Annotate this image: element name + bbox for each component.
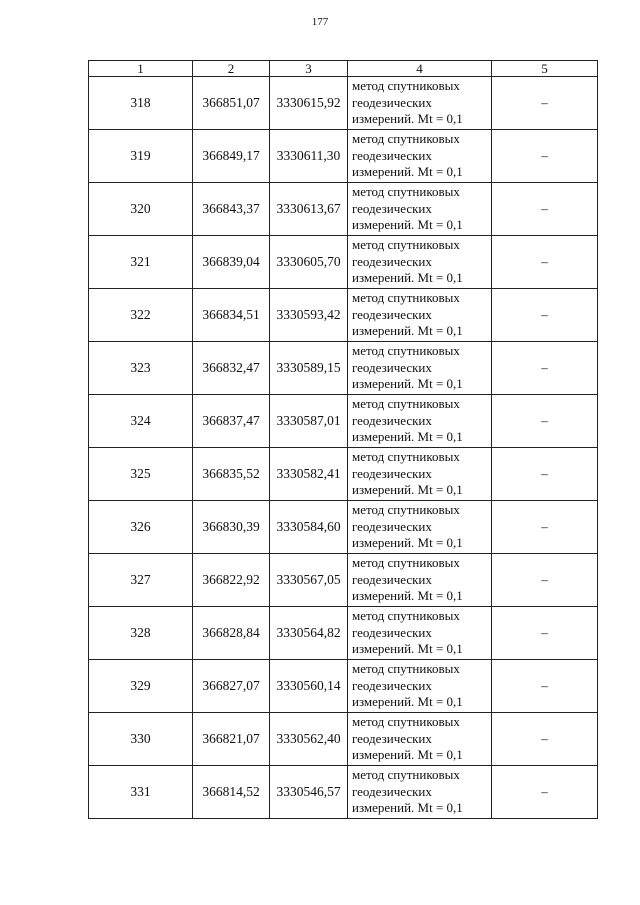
method-line: метод спутниковых [352, 661, 460, 676]
table-row [89, 554, 598, 607]
column-header: 2 [193, 61, 270, 77]
note-cell: – [492, 130, 598, 183]
x-coordinate-cell: 366851,07 [193, 77, 270, 130]
note-cell: – [492, 607, 598, 660]
point-number-cell: 318 [89, 77, 193, 130]
method-cell [348, 554, 492, 607]
method-cell [348, 289, 492, 342]
method-line: геодезических [352, 94, 432, 110]
method-line: геодезических [352, 571, 432, 587]
table-row [89, 448, 598, 501]
method-line: геодезических [352, 465, 432, 481]
y-coordinate-cell: 3330562,40 [270, 713, 348, 766]
method-line: метод спутниковых [352, 131, 460, 146]
method-line: измерений. Mt = 0,1 [352, 429, 463, 444]
method-cell [348, 130, 492, 183]
method-cell [348, 342, 492, 395]
y-coordinate-cell: 3330587,01 [270, 395, 348, 448]
x-coordinate-cell: 366834,51 [193, 289, 270, 342]
method-cell [348, 236, 492, 289]
table-row [89, 236, 598, 289]
coordinates-table [88, 60, 598, 819]
y-coordinate-cell: 3330560,14 [270, 660, 348, 713]
x-coordinate-cell: 366814,52 [193, 766, 270, 819]
method-line: геодезических [352, 518, 432, 534]
x-coordinate-cell: 366837,47 [193, 395, 270, 448]
method-line: геодезических [352, 730, 432, 746]
y-coordinate-cell: 3330567,05 [270, 554, 348, 607]
table-body [89, 77, 598, 819]
column-header: 5 [492, 61, 598, 77]
table-row [89, 130, 598, 183]
y-coordinate-cell: 3330546,57 [270, 766, 348, 819]
column-header: 4 [348, 61, 492, 77]
method-line: измерений. Mt = 0,1 [352, 747, 463, 762]
method-cell [348, 77, 492, 130]
x-coordinate-cell: 366839,04 [193, 236, 270, 289]
y-coordinate-cell: 3330613,67 [270, 183, 348, 236]
method-line: метод спутниковых [352, 767, 460, 782]
method-line: измерений. Mt = 0,1 [352, 217, 463, 232]
point-number-cell: 321 [89, 236, 193, 289]
point-number-cell: 320 [89, 183, 193, 236]
y-coordinate-cell: 3330611,30 [270, 130, 348, 183]
note-cell: – [492, 766, 598, 819]
table-row [89, 342, 598, 395]
point-number-cell: 324 [89, 395, 193, 448]
method-line: геодезических [352, 783, 432, 799]
table-row [89, 395, 598, 448]
method-cell [348, 766, 492, 819]
method-line: метод спутниковых [352, 290, 460, 305]
method-cell [348, 395, 492, 448]
note-cell: – [492, 501, 598, 554]
method-line: метод спутниковых [352, 78, 460, 93]
method-line: метод спутниковых [352, 714, 460, 729]
table-row [89, 77, 598, 130]
method-line: измерений. Mt = 0,1 [352, 694, 463, 709]
y-coordinate-cell: 3330593,42 [270, 289, 348, 342]
method-line: геодезических [352, 624, 432, 640]
method-line: измерений. Mt = 0,1 [352, 111, 463, 126]
method-line: измерений. Mt = 0,1 [352, 376, 463, 391]
x-coordinate-cell: 366822,92 [193, 554, 270, 607]
x-coordinate-cell: 366849,17 [193, 130, 270, 183]
method-cell [348, 448, 492, 501]
column-header: 1 [89, 61, 193, 77]
point-number-cell: 327 [89, 554, 193, 607]
method-line: измерений. Mt = 0,1 [352, 535, 463, 550]
method-line: метод спутниковых [352, 449, 460, 464]
table-row [89, 607, 598, 660]
note-cell: – [492, 183, 598, 236]
page-number: 177 [311, 16, 329, 28]
method-line: измерений. Mt = 0,1 [352, 323, 463, 338]
y-coordinate-cell: 3330605,70 [270, 236, 348, 289]
point-number-cell: 322 [89, 289, 193, 342]
note-cell: – [492, 236, 598, 289]
y-coordinate-cell: 3330615,92 [270, 77, 348, 130]
x-coordinate-cell: 366832,47 [193, 342, 270, 395]
method-line: метод спутниковых [352, 608, 460, 623]
method-cell [348, 501, 492, 554]
x-coordinate-cell: 366843,37 [193, 183, 270, 236]
table-row [89, 183, 598, 236]
method-line: измерений. Mt = 0,1 [352, 641, 463, 656]
method-line: измерений. Mt = 0,1 [352, 588, 463, 603]
method-cell [348, 713, 492, 766]
note-cell: – [492, 660, 598, 713]
method-cell [348, 183, 492, 236]
x-coordinate-cell: 366827,07 [193, 660, 270, 713]
method-line: измерений. Mt = 0,1 [352, 800, 463, 815]
method-line: метод спутниковых [352, 343, 460, 358]
point-number-cell: 329 [89, 660, 193, 713]
note-cell: – [492, 289, 598, 342]
note-cell: – [492, 77, 598, 130]
table-row [89, 501, 598, 554]
table-row [89, 766, 598, 819]
x-coordinate-cell: 366821,07 [193, 713, 270, 766]
point-number-cell: 331 [89, 766, 193, 819]
point-number-cell: 323 [89, 342, 193, 395]
point-number-cell: 325 [89, 448, 193, 501]
note-cell: – [492, 395, 598, 448]
point-number-cell: 330 [89, 713, 193, 766]
x-coordinate-cell: 366828,84 [193, 607, 270, 660]
method-line: измерений. Mt = 0,1 [352, 482, 463, 497]
method-cell [348, 660, 492, 713]
method-line: геодезических [352, 306, 432, 322]
method-line: метод спутниковых [352, 502, 460, 517]
method-line: измерений. Mt = 0,1 [352, 270, 463, 285]
method-line: геодезических [352, 253, 432, 269]
method-line: метод спутниковых [352, 555, 460, 570]
method-line: геодезических [352, 359, 432, 375]
note-cell: – [492, 713, 598, 766]
method-line: геодезических [352, 677, 432, 693]
y-coordinate-cell: 3330564,82 [270, 607, 348, 660]
method-line: метод спутниковых [352, 184, 460, 199]
method-line: метод спутниковых [352, 237, 460, 252]
method-line: измерений. Mt = 0,1 [352, 164, 463, 179]
method-cell [348, 607, 492, 660]
note-cell: – [492, 554, 598, 607]
column-header: 3 [270, 61, 348, 77]
method-line: геодезических [352, 147, 432, 163]
method-line: метод спутниковых [352, 396, 460, 411]
table-header-row [89, 61, 598, 77]
x-coordinate-cell: 366835,52 [193, 448, 270, 501]
method-line: геодезических [352, 200, 432, 216]
note-cell: – [492, 448, 598, 501]
y-coordinate-cell: 3330582,41 [270, 448, 348, 501]
point-number-cell: 319 [89, 130, 193, 183]
x-coordinate-cell: 366830,39 [193, 501, 270, 554]
y-coordinate-cell: 3330584,60 [270, 501, 348, 554]
table-row [89, 289, 598, 342]
note-cell: – [492, 342, 598, 395]
y-coordinate-cell: 3330589,15 [270, 342, 348, 395]
table-row [89, 713, 598, 766]
table-row [89, 660, 598, 713]
point-number-cell: 328 [89, 607, 193, 660]
method-line: геодезических [352, 412, 432, 428]
point-number-cell: 326 [89, 501, 193, 554]
